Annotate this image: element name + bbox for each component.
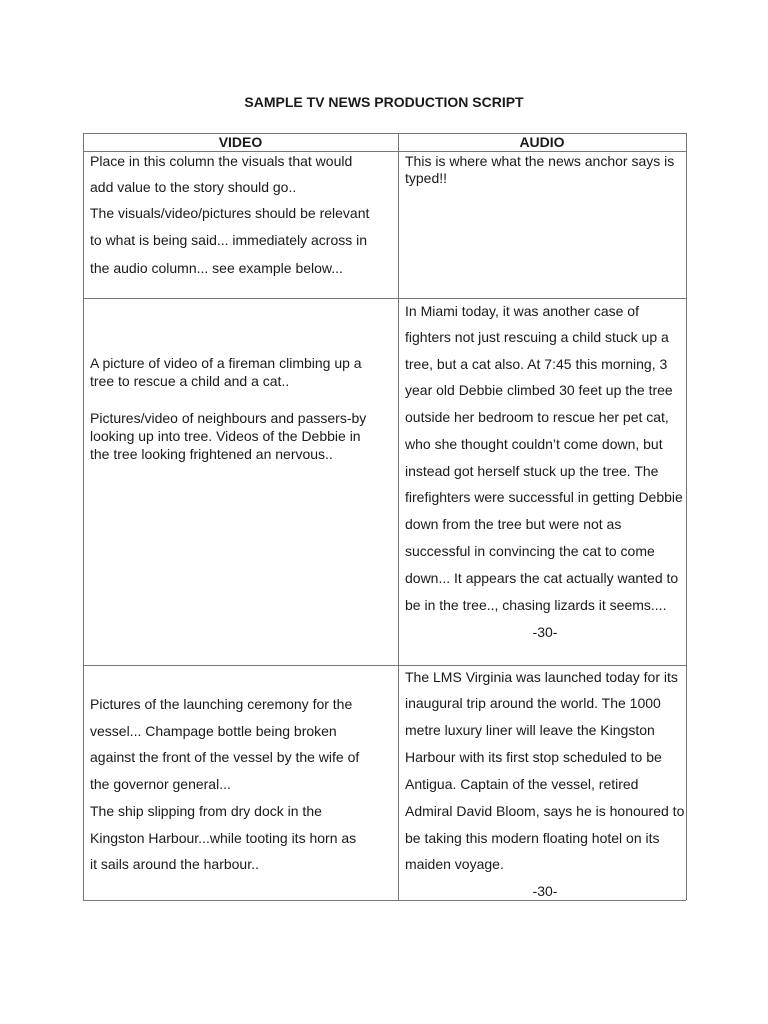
video-cell-line: it sails around the harbour..	[90, 856, 259, 872]
audio-cell-line: year old Debbie climbed 30 feet up the tree	[405, 382, 673, 398]
audio-cell-line: maiden voyage.	[405, 856, 504, 872]
video-cell-line: the audio column... see example below...	[90, 260, 343, 276]
audio-cell-line: metre luxury liner will leave the Kingston	[405, 722, 655, 738]
video-cell-line: Kingston Harbour...while tooting its horn as	[90, 830, 357, 846]
audio-cell-line: The LMS Virginia was launched today for its	[405, 669, 678, 685]
video-column-header: VIDEO	[218, 134, 263, 150]
audio-cell-line: successful in convincing the cat to come	[405, 543, 655, 559]
table-border-left	[83, 133, 84, 900]
header-divider	[83, 151, 686, 152]
video-cell-line: looking up into tree. Videos of the Debbie in	[90, 428, 361, 444]
page-title: SAMPLE TV NEWS PRODUCTION SCRIPT	[244, 94, 524, 110]
audio-cell-line: typed!!	[405, 170, 448, 186]
audio-cell-line: who she thought couldn’t come down, but	[405, 436, 663, 452]
audio-cell-line: In Miami today, it was another case of	[405, 303, 639, 319]
end-mark: -30-	[532, 883, 558, 899]
video-cell-line: tree to rescue a child and a cat..	[90, 373, 290, 389]
audio-cell-line: fighters not just rescuing a child stuck up a	[405, 329, 669, 345]
video-cell-line: Pictures/video of neighbours and passers-by	[90, 410, 367, 426]
table-border-right	[686, 133, 687, 900]
row-divider	[83, 665, 686, 666]
audio-cell-line: down... It appears the cat actually wanted to	[405, 570, 679, 586]
video-cell-line: vessel... Champage bottle being broken	[90, 723, 337, 739]
end-mark: -30-	[532, 624, 558, 640]
video-cell-line: the tree looking frightened an nervous..	[90, 446, 333, 462]
audio-cell-line: This is where what the news anchor says is	[405, 153, 675, 169]
video-cell-line: to what is being said... immediately across in	[90, 232, 368, 248]
video-cell-line: add value to the story should go..	[90, 179, 297, 195]
audio-cell-line: Harbour with its first stop scheduled to be	[405, 749, 662, 765]
audio-cell-line: firefighters were successful in getting Debbie	[405, 489, 683, 505]
audio-cell-line: down from the tree but were not as	[405, 516, 622, 532]
audio-cell-line: Admiral David Bloom, says he is honoured to	[405, 803, 685, 819]
video-cell-line: A picture of video of a fireman climbing up a	[90, 355, 362, 371]
video-cell-line: The visuals/video/pictures should be relevant	[90, 205, 370, 221]
audio-column-header: AUDIO	[519, 134, 565, 150]
video-cell-line: Place in this column the visuals that would	[90, 153, 353, 169]
table-border-bottom	[83, 900, 686, 901]
video-cell-line: against the front of the vessel by the wife of	[90, 749, 360, 765]
video-cell-line: the governor general...	[90, 776, 231, 792]
row-divider	[83, 298, 686, 299]
audio-cell-line: be in the tree.., chasing lizards it seems....	[405, 597, 667, 613]
audio-cell-line: Antigua. Captain of the vessel, retired	[405, 776, 639, 792]
audio-cell-line: be taking this modern floating hotel on its	[405, 830, 660, 846]
audio-cell-line: instead got herself stuck up the tree. The	[405, 463, 659, 479]
audio-cell-line: inaugural trip around the world. The 1000	[405, 695, 661, 711]
video-cell-line: Pictures of the launching ceremony for the	[90, 696, 353, 712]
video-cell-line: The ship slipping from dry dock in the	[90, 803, 322, 819]
audio-cell-line: tree, but a cat also. At 7:45 this morning, 3	[405, 356, 668, 372]
audio-cell-line: outside her bedroom to rescue her pet cat,	[405, 409, 669, 425]
column-divider	[398, 133, 399, 900]
